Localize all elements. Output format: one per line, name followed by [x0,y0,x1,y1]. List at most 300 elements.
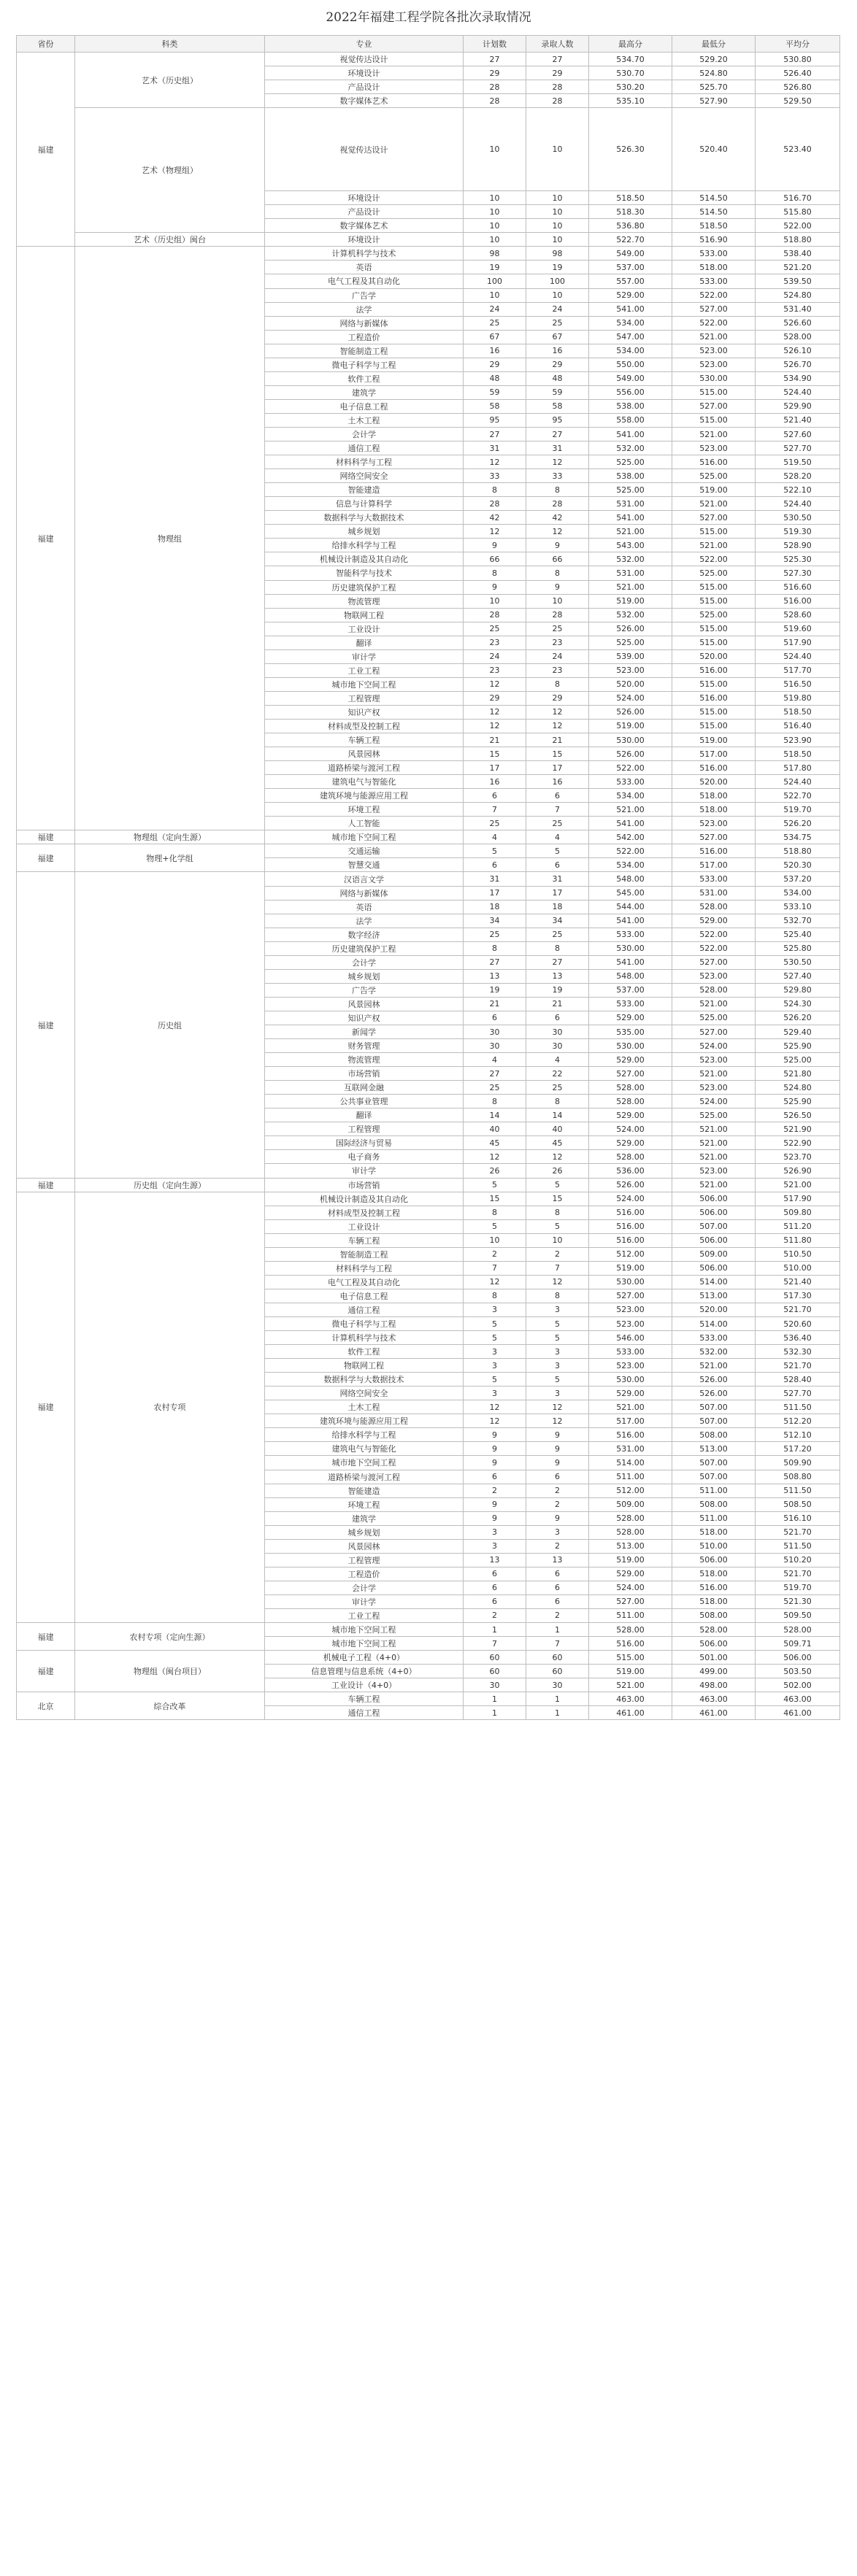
avg-score-cell: 516.10 [756,1511,840,1525]
avg-score-cell: 520.30 [756,858,840,872]
avg-score-cell: 528.00 [756,330,840,344]
admitted-cell: 40 [526,1122,589,1136]
avg-score-cell: 529.80 [756,983,840,997]
min-score-cell: 533.00 [672,872,756,886]
plan-cell: 28 [464,94,526,108]
min-score-cell: 522.00 [672,552,756,566]
max-score-cell: 548.00 [589,872,672,886]
admitted-cell: 1 [526,1706,589,1720]
avg-score-cell: 519.50 [756,455,840,469]
avg-score-cell: 509.90 [756,1456,840,1470]
min-score-cell: 526.00 [672,1387,756,1400]
admitted-cell: 8 [526,677,589,691]
admitted-cell: 27 [526,53,589,66]
admitted-cell: 6 [526,1594,589,1608]
min-score-cell: 532.00 [672,1345,756,1359]
table-row [17,108,840,191]
admitted-cell: 23 [526,636,589,649]
min-score-cell: 531.00 [672,886,756,900]
plan-cell: 9 [464,1456,526,1470]
avg-score-cell: 526.50 [756,1108,840,1122]
admitted-cell: 30 [526,1678,589,1692]
max-score-cell: 514.00 [589,1456,672,1470]
avg-score-cell: 527.70 [756,1387,840,1400]
min-score-cell: 516.00 [672,455,756,469]
avg-score-cell: 521.20 [756,261,840,274]
major-cell: 视觉传达设计 [265,53,464,66]
avg-score-cell: 525.80 [756,941,840,955]
avg-score-cell: 509.50 [756,1608,840,1622]
header-category: 科类 [75,36,265,53]
admitted-cell: 10 [526,1233,589,1247]
plan-cell: 10 [464,205,526,219]
plan-cell: 16 [464,775,526,789]
min-score-cell: 515.00 [672,622,756,636]
max-score-cell: 515.00 [589,1651,672,1665]
avg-score-cell: 530.50 [756,955,840,969]
max-score-cell: 532.00 [589,608,672,622]
avg-score-cell: 523.40 [756,108,840,191]
avg-score-cell: 538.40 [756,247,840,261]
admitted-cell: 10 [526,205,589,219]
max-score-cell: 548.00 [589,969,672,983]
major-cell: 信息管理与信息系统（4+0） [265,1665,464,1678]
plan-cell: 17 [464,886,526,900]
avg-score-cell: 463.00 [756,1692,840,1706]
major-cell: 车辆工程 [265,1692,464,1706]
admitted-cell: 24 [526,302,589,316]
plan-cell: 8 [464,566,526,580]
min-score-cell: 523.00 [672,441,756,455]
major-cell: 风景园林 [265,997,464,1011]
plan-cell: 8 [464,941,526,955]
admitted-cell: 7 [526,803,589,817]
plan-cell: 16 [464,344,526,358]
min-score-cell: 527.90 [672,94,756,108]
admitted-cell: 42 [526,511,589,525]
max-score-cell: 521.00 [589,1678,672,1692]
major-cell: 机械设计制造及其自动化 [265,1192,464,1206]
major-cell: 法学 [265,302,464,316]
min-score-cell: 508.00 [672,1428,756,1442]
admitted-cell: 98 [526,247,589,261]
max-score-cell: 528.00 [589,1095,672,1108]
admitted-cell: 25 [526,622,589,636]
max-score-cell: 543.00 [589,539,672,552]
min-score-cell: 507.00 [672,1456,756,1470]
admitted-cell: 25 [526,1081,589,1095]
avg-score-cell: 528.40 [756,1373,840,1387]
major-cell: 财务管理 [265,1039,464,1053]
plan-cell: 58 [464,399,526,413]
category-cell: 物理组 [75,247,265,830]
max-score-cell: 519.00 [589,1665,672,1678]
avg-score-cell: 526.80 [756,80,840,94]
plan-cell: 6 [464,1581,526,1594]
plan-cell: 29 [464,358,526,371]
avg-score-cell: 512.10 [756,1428,840,1442]
max-score-cell: 545.00 [589,886,672,900]
min-score-cell: 515.00 [672,385,756,399]
admitted-cell: 10 [526,191,589,205]
plan-cell: 10 [464,108,526,191]
admitted-cell: 10 [526,219,589,233]
avg-score-cell: 522.00 [756,219,840,233]
major-cell: 软件工程 [265,371,464,385]
major-cell: 翻译 [265,1108,464,1122]
max-score-cell: 535.00 [589,1025,672,1039]
admitted-cell: 10 [526,108,589,191]
admitted-cell: 21 [526,997,589,1011]
avg-score-cell: 509.71 [756,1637,840,1651]
admitted-cell: 25 [526,817,589,830]
max-score-cell: 516.00 [589,1637,672,1651]
avg-score-cell: 461.00 [756,1706,840,1720]
admitted-cell: 28 [526,497,589,511]
admitted-cell: 33 [526,469,589,483]
major-cell: 机械设计制造及其自动化 [265,552,464,566]
admitted-cell: 25 [526,316,589,330]
major-cell: 会计学 [265,1581,464,1594]
min-score-cell: 527.00 [672,830,756,844]
admitted-cell: 12 [526,1400,589,1414]
min-score-cell: 501.00 [672,1651,756,1665]
major-cell: 智能建造 [265,1484,464,1497]
min-score-cell: 527.00 [672,955,756,969]
min-score-cell: 529.00 [672,914,756,928]
plan-cell: 4 [464,830,526,844]
admission-table [16,35,840,1720]
table-row [17,1692,840,1706]
plan-cell: 17 [464,761,526,775]
admitted-cell: 29 [526,691,589,705]
table-row [17,1192,840,1206]
max-score-cell: 530.00 [589,1275,672,1289]
major-cell: 审计学 [265,649,464,663]
admitted-cell: 8 [526,1095,589,1108]
min-score-cell: 515.00 [672,719,756,733]
admission-table-wrap [16,35,839,1720]
province-cell: 福建 [17,844,75,872]
plan-cell: 5 [464,1178,526,1192]
plan-cell: 60 [464,1651,526,1665]
category-cell: 物理+化学组 [75,844,265,872]
min-score-cell: 508.00 [672,1608,756,1622]
admitted-cell: 9 [526,1511,589,1525]
admitted-cell: 67 [526,330,589,344]
plan-cell: 5 [464,844,526,858]
min-score-cell: 518.00 [672,1525,756,1539]
province-cell: 福建 [17,53,75,247]
major-cell: 国际经济与贸易 [265,1136,464,1150]
major-cell: 知识产权 [265,1011,464,1025]
min-score-cell: 522.00 [672,316,756,330]
admitted-cell: 12 [526,1275,589,1289]
max-score-cell: 530.70 [589,66,672,80]
admitted-cell: 4 [526,830,589,844]
min-score-cell: 527.00 [672,302,756,316]
max-score-cell: 533.00 [589,775,672,789]
plan-cell: 26 [464,1164,526,1178]
avg-score-cell: 511.50 [756,1484,840,1497]
min-score-cell: 521.00 [672,539,756,552]
plan-cell: 24 [464,302,526,316]
min-score-cell: 521.00 [672,330,756,344]
min-score-cell: 526.00 [672,1373,756,1387]
major-cell: 计算机科学与技术 [265,247,464,261]
major-cell: 交通运输 [265,844,464,858]
major-cell: 市场营销 [265,1067,464,1081]
plan-cell: 25 [464,928,526,941]
min-score-cell: 521.00 [672,997,756,1011]
major-cell: 知识产权 [265,705,464,719]
min-score-cell: 506.00 [672,1233,756,1247]
avg-score-cell: 518.50 [756,705,840,719]
min-score-cell: 533.00 [672,274,756,288]
max-score-cell: 529.00 [589,1567,672,1581]
plan-cell: 31 [464,441,526,455]
table-row [17,1178,840,1192]
max-score-cell: 519.00 [589,719,672,733]
max-score-cell: 541.00 [589,955,672,969]
admitted-cell: 13 [526,1553,589,1567]
avg-score-cell: 516.40 [756,719,840,733]
admitted-cell: 1 [526,1623,589,1637]
max-score-cell: 536.80 [589,219,672,233]
category-cell: 历史组（定向生源） [75,1178,265,1192]
avg-score-cell: 511.50 [756,1400,840,1414]
admitted-cell: 6 [526,858,589,872]
admitted-cell: 3 [526,1345,589,1359]
plan-cell: 5 [464,1331,526,1345]
plan-cell: 98 [464,247,526,261]
min-score-cell: 516.00 [672,844,756,858]
max-score-cell: 549.00 [589,247,672,261]
major-cell: 车辆工程 [265,1233,464,1247]
major-cell: 工程管理 [265,1122,464,1136]
admitted-cell: 95 [526,413,589,427]
admitted-cell: 21 [526,733,589,747]
plan-cell: 33 [464,469,526,483]
min-score-cell: 522.00 [672,941,756,955]
plan-cell: 28 [464,497,526,511]
major-cell: 材料科学与工程 [265,455,464,469]
max-score-cell: 509.00 [589,1497,672,1511]
avg-score-cell: 532.30 [756,1345,840,1359]
min-score-cell: 514.50 [672,205,756,219]
admitted-cell: 16 [526,775,589,789]
admitted-cell: 28 [526,80,589,94]
plan-cell: 10 [464,233,526,247]
major-cell: 计算机科学与技术 [265,1331,464,1345]
major-cell: 英语 [265,900,464,914]
avg-score-cell: 522.90 [756,1136,840,1150]
avg-score-cell: 526.10 [756,344,840,358]
max-score-cell: 519.00 [589,1553,672,1567]
avg-score-cell: 526.60 [756,316,840,330]
admitted-cell: 19 [526,983,589,997]
admitted-cell: 12 [526,455,589,469]
plan-cell: 3 [464,1525,526,1539]
plan-cell: 19 [464,261,526,274]
admitted-cell: 5 [526,844,589,858]
plan-cell: 7 [464,803,526,817]
table-header-row [17,36,840,53]
plan-cell: 9 [464,1497,526,1511]
max-score-cell: 530.00 [589,733,672,747]
min-score-cell: 521.00 [672,1122,756,1136]
header-avg-score: 平均分 [756,36,840,53]
min-score-cell: 530.00 [672,371,756,385]
major-cell: 工程管理 [265,691,464,705]
province-cell: 福建 [17,1623,75,1651]
plan-cell: 2 [464,1608,526,1622]
table-row [17,247,840,261]
avg-score-cell: 529.90 [756,399,840,413]
min-score-cell: 528.00 [672,1623,756,1637]
avg-score-cell: 528.60 [756,608,840,622]
major-cell: 网络与新媒体 [265,886,464,900]
min-score-cell: 507.00 [672,1219,756,1233]
min-score-cell: 518.00 [672,1567,756,1581]
plan-cell: 27 [464,1067,526,1081]
min-score-cell: 527.00 [672,511,756,525]
admitted-cell: 27 [526,427,589,441]
min-score-cell: 518.00 [672,803,756,817]
admitted-cell: 8 [526,566,589,580]
admitted-cell: 2 [526,1247,589,1261]
avg-score-cell: 526.90 [756,1164,840,1178]
major-cell: 网络空间安全 [265,469,464,483]
max-score-cell: 533.00 [589,928,672,941]
avg-score-cell: 519.70 [756,803,840,817]
avg-score-cell: 534.75 [756,830,840,844]
max-score-cell: 525.00 [589,483,672,497]
major-cell: 工程造价 [265,1567,464,1581]
major-cell: 工程造价 [265,330,464,344]
admitted-cell: 19 [526,261,589,274]
max-score-cell: 523.00 [589,1316,672,1330]
min-score-cell: 525.00 [672,1011,756,1025]
avg-score-cell: 510.20 [756,1553,840,1567]
max-score-cell: 547.00 [589,330,672,344]
avg-score-cell: 527.40 [756,969,840,983]
admitted-cell: 4 [526,1053,589,1067]
admitted-cell: 9 [526,539,589,552]
plan-cell: 10 [464,1233,526,1247]
avg-score-cell: 517.20 [756,1442,840,1456]
max-score-cell: 544.00 [589,900,672,914]
avg-score-cell: 521.00 [756,1178,840,1192]
min-score-cell: 522.00 [672,928,756,941]
admitted-cell: 12 [526,525,589,539]
province-cell: 福建 [17,1192,75,1622]
major-cell: 智能建造 [265,483,464,497]
max-score-cell: 511.00 [589,1608,672,1622]
major-cell: 产品设计 [265,205,464,219]
major-cell: 公共事业管理 [265,1095,464,1108]
plan-cell: 6 [464,1567,526,1581]
avg-score-cell: 523.90 [756,733,840,747]
min-score-cell: 516.00 [672,663,756,677]
avg-score-cell: 524.40 [756,775,840,789]
min-score-cell: 516.00 [672,761,756,775]
avg-score-cell: 529.40 [756,1025,840,1039]
major-cell: 历史建筑保护工程 [265,941,464,955]
major-cell: 工程管理 [265,1553,464,1567]
major-cell: 电气工程及其自动化 [265,274,464,288]
admitted-cell: 12 [526,1150,589,1164]
plan-cell: 21 [464,733,526,747]
admitted-cell: 6 [526,1567,589,1581]
plan-cell: 100 [464,274,526,288]
min-score-cell: 525.70 [672,80,756,94]
avg-score-cell: 524.40 [756,649,840,663]
admitted-cell: 3 [526,1359,589,1373]
max-score-cell: 531.00 [589,566,672,580]
max-score-cell: 461.00 [589,1706,672,1720]
major-cell: 环境设计 [265,233,464,247]
major-cell: 数字媒体艺术 [265,94,464,108]
plan-cell: 9 [464,1428,526,1442]
min-score-cell: 515.00 [672,580,756,594]
min-score-cell: 519.00 [672,733,756,747]
min-score-cell: 516.00 [672,691,756,705]
major-cell: 环境设计 [265,191,464,205]
plan-cell: 25 [464,622,526,636]
avg-score-cell: 517.70 [756,663,840,677]
min-score-cell: 507.00 [672,1414,756,1428]
avg-score-cell: 524.80 [756,288,840,302]
min-score-cell: 523.00 [672,817,756,830]
major-cell: 通信工程 [265,441,464,455]
table-row [17,233,840,247]
admitted-cell: 18 [526,900,589,914]
plan-cell: 28 [464,80,526,94]
major-cell: 网络与新媒体 [265,316,464,330]
max-score-cell: 529.00 [589,1387,672,1400]
avg-score-cell: 524.80 [756,1081,840,1095]
max-score-cell: 524.00 [589,1122,672,1136]
admitted-cell: 6 [526,1581,589,1594]
max-score-cell: 534.70 [589,53,672,66]
admitted-cell: 24 [526,649,589,663]
max-score-cell: 529.00 [589,1011,672,1025]
min-score-cell: 520.00 [672,649,756,663]
min-score-cell: 524.00 [672,1039,756,1053]
major-cell: 审计学 [265,1594,464,1608]
min-score-cell: 461.00 [672,1706,756,1720]
admitted-cell: 60 [526,1665,589,1678]
admitted-cell: 48 [526,371,589,385]
admitted-cell: 22 [526,1067,589,1081]
plan-cell: 3 [464,1345,526,1359]
plan-cell: 7 [464,1261,526,1275]
min-score-cell: 513.00 [672,1442,756,1456]
major-cell: 环境工程 [265,1497,464,1511]
max-score-cell: 537.00 [589,261,672,274]
plan-cell: 8 [464,1289,526,1303]
admitted-cell: 45 [526,1136,589,1150]
plan-cell: 31 [464,872,526,886]
min-score-cell: 515.00 [672,705,756,719]
avg-score-cell: 521.70 [756,1525,840,1539]
min-score-cell: 515.00 [672,594,756,608]
province-cell: 福建 [17,1651,75,1692]
max-score-cell: 527.00 [589,1594,672,1608]
major-cell: 材料科学与工程 [265,1261,464,1275]
major-cell: 风景园林 [265,747,464,761]
